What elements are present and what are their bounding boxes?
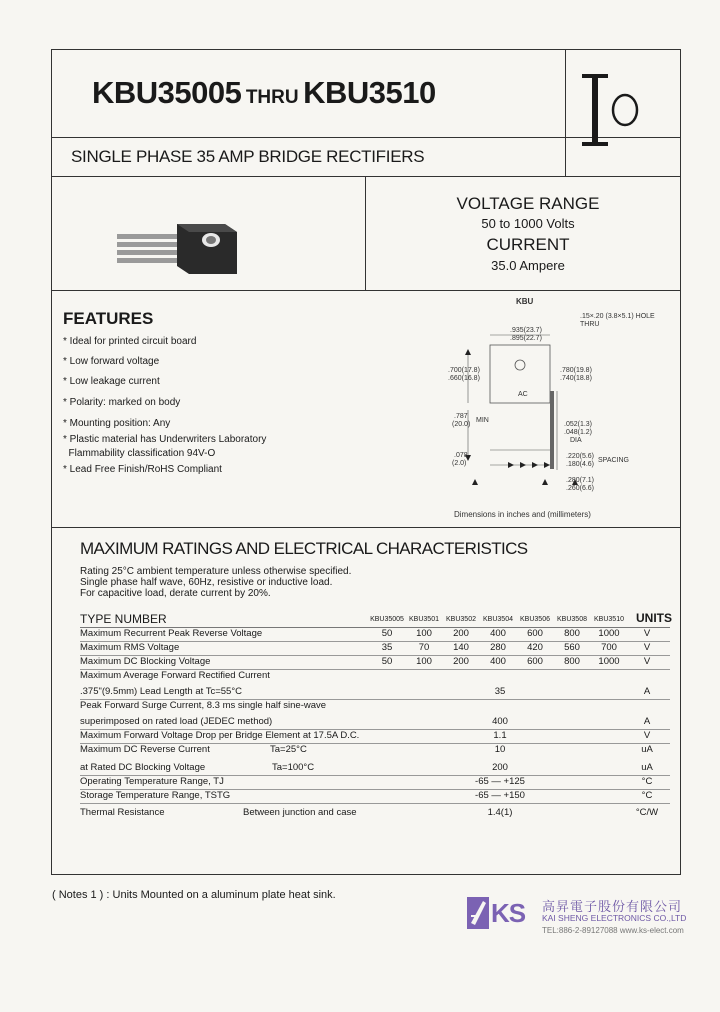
body-height-max: .780(19.8) [560, 367, 592, 374]
model-header: KBU3508 [557, 616, 587, 623]
table-row [80, 656, 680, 669]
cell: 280 [490, 642, 506, 653]
row-value: 35 [494, 686, 506, 697]
voltage-range-value: 50 to 1000 Volts [481, 216, 575, 231]
feature-item: * Mounting position: Any [63, 418, 171, 429]
lead-offset-mm: (2.0) [452, 460, 467, 467]
features-bottom-divider [51, 527, 681, 528]
max-ratings-title: MAXIMUM RATINGS AND ELECTRICAL CHARACTERISTICS [80, 539, 528, 558]
bottom-dim-min: .260(6.6) [566, 485, 595, 492]
company-logo-text: KS [491, 898, 526, 928]
company-name-en: KAI SHENG ELECTRONICS CO.,LTD [542, 913, 687, 923]
unit-cell: V [643, 642, 651, 653]
feature-item: * Polarity: marked on body [63, 397, 181, 408]
feature-item: * Plastic material has Underwriters Laboratory [63, 434, 267, 445]
cell: 140 [453, 642, 469, 653]
cell: 560 [564, 642, 580, 653]
ac-label: AC [518, 391, 528, 398]
ratings-bottom-divider [365, 290, 681, 291]
table-row [80, 628, 680, 641]
model-header: KBU3502 [446, 616, 476, 623]
cell: 100 [416, 628, 432, 639]
unit-cell: °C [641, 776, 653, 787]
package-label: KBU [516, 297, 534, 306]
row-value: 1.1 [493, 730, 507, 741]
table-row [80, 716, 680, 729]
part-from: KBU35005 [92, 75, 242, 110]
units-header: UNITS [636, 611, 672, 625]
table-row [80, 686, 680, 699]
component-photo [115, 218, 245, 276]
table-row [80, 670, 680, 683]
cell: 1000 [598, 656, 620, 667]
table-row [80, 807, 680, 820]
row-label: Thermal Resistance [80, 807, 165, 818]
row-value: 1.4(1) [487, 807, 513, 818]
unit-cell: V [643, 628, 651, 639]
ratings-table [80, 610, 670, 820]
feature-item: * Low leakage current [63, 376, 160, 387]
row-label: Maximum RMS Voltage [80, 642, 180, 653]
width-dimension-max: .935(23.7) [510, 327, 542, 334]
unit-cell: V [643, 656, 651, 667]
min-label: MIN [476, 417, 489, 424]
height-dimension-max: .700(17.8) [448, 367, 480, 374]
dimension-drawing-icon [440, 295, 680, 525]
row-label: Operating Temperature Range, TJ [80, 776, 224, 787]
row-value: -65 — +125 [475, 776, 525, 787]
company-name-cn: 高昇電子股份有限公司 [542, 900, 683, 915]
unit-cell: °C [641, 790, 653, 801]
subtitle-divider [51, 176, 681, 177]
table-row [80, 744, 680, 757]
row-label: Maximum Average Forward Rectified Current [80, 670, 270, 681]
lead-length-mm: (20.0) [452, 421, 471, 428]
rating-note: Single phase half wave, 60Hz, resistive or inductive load. [80, 577, 333, 588]
unit-cell: °C/W [635, 807, 659, 818]
table-row [80, 730, 680, 743]
row-label: at Rated DC Blocking Voltage [80, 762, 206, 773]
row-label: Maximum Recurrent Peak Reverse Voltage [80, 628, 263, 639]
cell: 600 [527, 656, 543, 667]
rating-note: For capacitive load, derate current by 20%. [80, 588, 271, 599]
cell: 200 [453, 628, 469, 639]
table-row [80, 762, 680, 775]
bottom-dim-max: .280(7.1) [566, 477, 595, 484]
model-header: KBU3504 [483, 616, 513, 623]
cell: 400 [490, 628, 506, 639]
thru-label: THRU [245, 87, 299, 108]
width-dimension-min: .895(22.7) [510, 335, 542, 342]
cell: 200 [453, 656, 469, 667]
table-row [80, 790, 680, 803]
image-bottom-divider [51, 290, 365, 291]
io-logo [578, 72, 648, 152]
row-value: 400 [492, 716, 508, 727]
row-condition: Ta=25°C [270, 744, 307, 755]
table-row [80, 776, 680, 789]
bridge-rectifier-icon [115, 218, 245, 276]
io-logo-icon [578, 72, 648, 152]
cell: 1000 [598, 628, 620, 639]
feature-item: * Ideal for printed circuit board [63, 336, 197, 347]
ratings-divider [365, 176, 366, 290]
unit-cell: uA [641, 744, 653, 755]
unit-cell: A [643, 686, 651, 697]
spacing-min: .180(4.6) [566, 461, 595, 468]
cell: 800 [564, 656, 580, 667]
row-value: 200 [492, 762, 508, 773]
hole-dimension: .15×.20 (3.8×5.1) HOLE THRU [580, 313, 655, 328]
row-label: Storage Temperature Range, TSTG [80, 790, 231, 801]
row-label: superimposed on rated load (JEDEC method) [80, 716, 273, 727]
lead-dia-max: .052(1.3) [564, 421, 593, 428]
cell: 100 [416, 656, 432, 667]
cell: 600 [527, 628, 543, 639]
cell: 800 [564, 628, 580, 639]
features-list [63, 335, 283, 477]
cell: 70 [418, 642, 430, 653]
feature-item: * Low forward voltage [63, 356, 160, 367]
feature-item: Flammability classification 94V-O [63, 448, 216, 459]
body-height-min: .740(18.8) [560, 375, 592, 382]
company-contact: TEL:886-2-89127088 www.ks-elect.com [542, 926, 684, 935]
drawing-caption: Dimensions in inches and (millimeters) [454, 510, 591, 519]
lead-length-inch: .787 [454, 413, 468, 420]
unit-cell: V [643, 730, 651, 741]
current-title: CURRENT [486, 235, 570, 254]
row-label: Maximum Forward Voltage Drop per Bridge Element at 17.5A D.C. [80, 730, 360, 741]
height-dimension-min: .660(16.8) [448, 375, 480, 382]
subtitle: SINGLE PHASE 35 AMP BRIDGE RECTIFIERS [71, 147, 425, 166]
unit-cell: A [643, 716, 651, 727]
model-header: KBU3510 [594, 616, 624, 623]
row-condition: Ta=100°C [272, 762, 315, 773]
cell: 420 [527, 642, 543, 653]
spacing-max: .220(5.6) [566, 453, 595, 460]
lead-dia-min: .048(1.2) [564, 429, 593, 436]
footnote: ( Notes 1 ) : Units Mounted on a aluminum plate heat sink. [52, 889, 336, 901]
row-value: 10 [494, 744, 506, 755]
cell: 50 [381, 628, 393, 639]
part-to: KBU3510 [303, 75, 436, 110]
lead-offset-inch: .078 [454, 452, 468, 459]
voltage-range-title: VOLTAGE RANGE [456, 194, 600, 213]
page-title [92, 75, 436, 111]
type-number-header: TYPE NUMBER [80, 612, 167, 626]
cell: 700 [601, 642, 617, 653]
row-label: Maximum DC Blocking Voltage [80, 656, 211, 667]
cell: 35 [381, 642, 393, 653]
row-value: -65 — +150 [475, 790, 525, 801]
row-condition: Between junction and case [243, 807, 357, 818]
dia-label: DIA [570, 437, 582, 444]
table-row [80, 700, 680, 713]
mechanical-drawing [440, 295, 680, 525]
feature-item: * Lead Free Finish/RoHS Compliant [63, 464, 222, 475]
unit-cell: uA [641, 762, 653, 773]
cell: 400 [490, 656, 506, 667]
model-header: KBU3501 [409, 616, 439, 623]
logo-divider [565, 49, 566, 176]
row-label: .375"(9.5mm) Lead Length at Tc=55°C [80, 686, 242, 697]
rating-notes [80, 566, 351, 599]
features-title: FEATURES [63, 309, 154, 328]
row-label: Maximum DC Reverse Current [80, 744, 210, 755]
model-header: KBU35005 [370, 616, 404, 623]
spacing-label: SPACING [598, 457, 629, 464]
cell: 50 [381, 656, 393, 667]
row-label: Peak Forward Surge Current, 8.3 ms single half sine-wave [80, 700, 327, 711]
current-value: 35.0 Ampere [491, 258, 565, 273]
table-row [80, 642, 680, 655]
model-header: KBU3506 [520, 616, 550, 623]
rating-note: Rating 25°C ambient temperature unless otherwise specified. [80, 566, 352, 577]
